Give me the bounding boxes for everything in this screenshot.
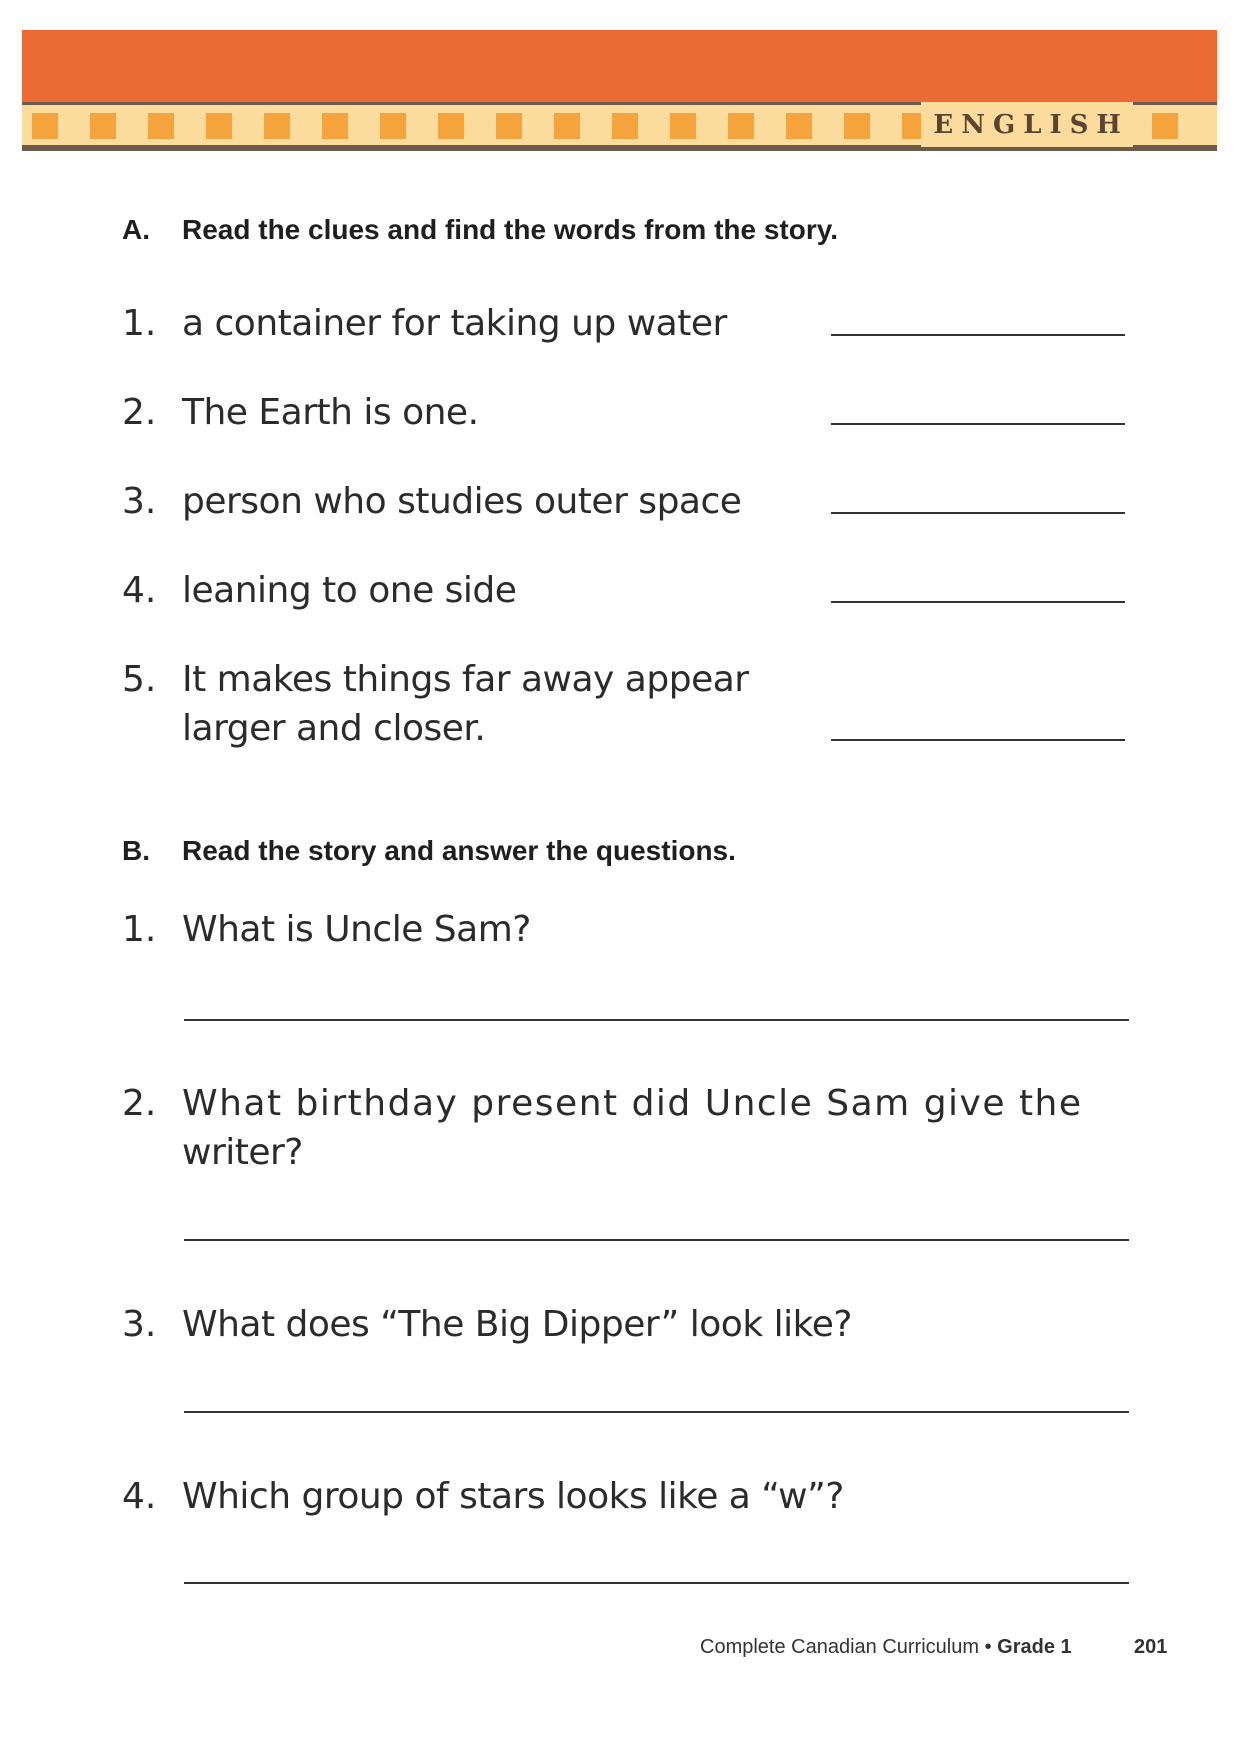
answer-line[interactable] — [184, 1582, 1129, 1584]
section-instruction: Read the story and answer the questions. — [182, 835, 736, 866]
footer-book-title — [700, 1636, 1072, 1659]
grade-label: Grade 1 — [997, 1636, 1072, 1658]
clue-text: The Earth is one. — [182, 392, 479, 433]
answer-line[interactable] — [831, 601, 1125, 603]
item-number: 5. — [122, 659, 157, 700]
section-b-heading — [122, 835, 736, 867]
answer-line[interactable] — [184, 1019, 1129, 1021]
item-number: 3. — [122, 1304, 157, 1345]
question-text: writer? — [182, 1132, 303, 1173]
item-number: 2. — [122, 392, 157, 433]
answer-line[interactable] — [831, 334, 1125, 336]
footer-bullet: • — [984, 1636, 992, 1658]
answer-line[interactable] — [831, 739, 1125, 741]
section-instruction: Read the clues and find the words from the story. — [182, 214, 839, 245]
answer-line[interactable] — [184, 1411, 1129, 1413]
question-text: Which group of stars looks like a “w”? — [182, 1476, 844, 1517]
item-number: 1. — [122, 303, 157, 344]
clue-text: person who studies outer space — [182, 481, 742, 522]
question-text: What birthday present did Uncle Sam give the — [182, 1083, 1083, 1124]
item-number: 3. — [122, 481, 157, 522]
answer-line[interactable] — [831, 423, 1125, 425]
subject-letter: H — [1096, 109, 1121, 140]
subject-letter: N — [961, 109, 985, 140]
banner-underline — [22, 148, 1217, 151]
clue-text: larger and closer. — [182, 708, 486, 749]
section-letter: A. — [122, 214, 150, 245]
subject-letter: L — [1023, 109, 1042, 140]
banner-orange-band — [22, 30, 1217, 102]
question-text: What is Uncle Sam? — [182, 909, 531, 950]
clue-text: a container for taking up water — [182, 303, 727, 344]
subject-letter: E — [933, 109, 954, 140]
item-number: 2. — [122, 1083, 157, 1124]
subject-letter: G — [992, 109, 1016, 140]
subject-label — [921, 102, 1133, 147]
subject-letter: I — [1049, 109, 1062, 140]
item-number: 1. — [122, 909, 157, 950]
subject-letter: S — [1069, 109, 1089, 140]
item-number: 4. — [122, 570, 157, 611]
section-a-heading — [122, 214, 838, 246]
clue-text: leaning to one side — [182, 570, 517, 611]
book-name: Complete Canadian Curriculum — [700, 1636, 980, 1658]
section-letter: B. — [122, 835, 150, 866]
answer-line[interactable] — [184, 1239, 1129, 1241]
answer-line[interactable] — [831, 512, 1125, 514]
header-banner — [22, 30, 1217, 152]
page-number: 201 — [1134, 1636, 1168, 1658]
question-text: What does “The Big Dipper” look like? — [182, 1304, 852, 1345]
clue-text: It makes things far away appear — [182, 659, 749, 700]
item-number: 4. — [122, 1476, 157, 1517]
